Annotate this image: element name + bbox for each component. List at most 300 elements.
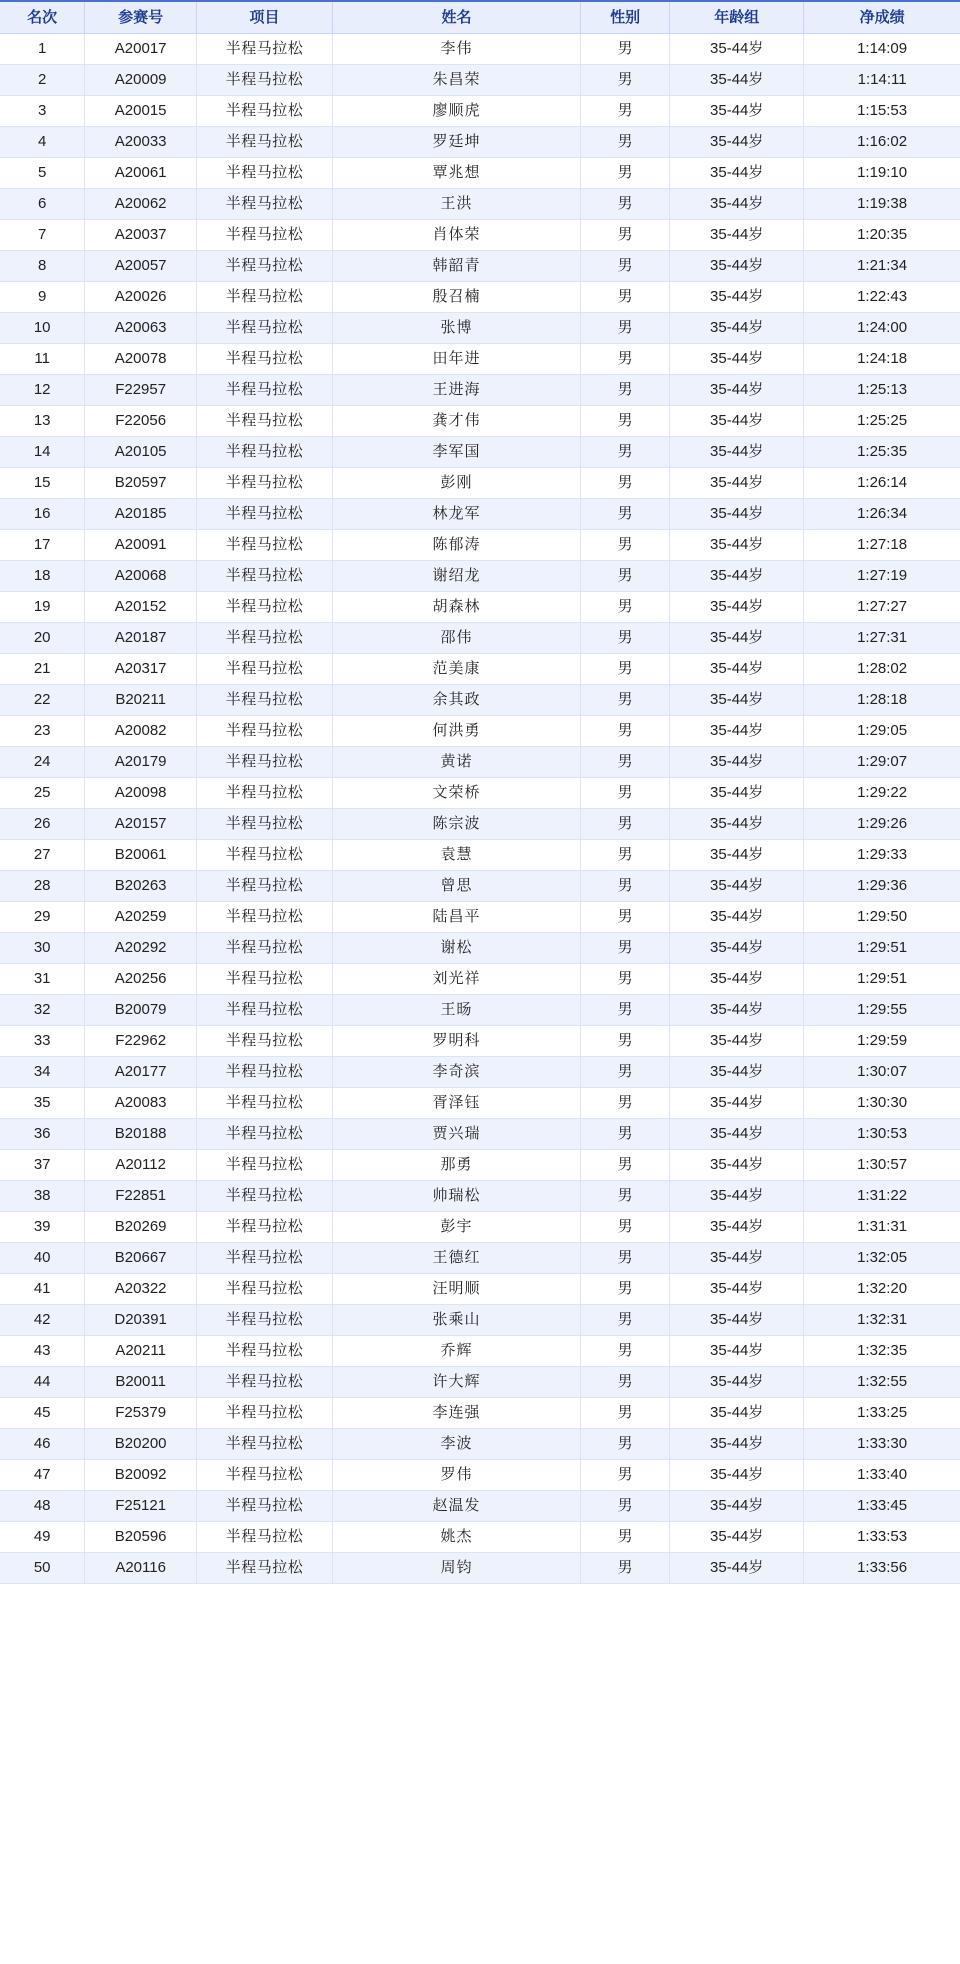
cell-bib: A20105 (85, 437, 197, 468)
cell-bib: B20211 (85, 685, 197, 716)
table-row[interactable] (0, 995, 960, 1026)
cell-time: 1:29:22 (804, 778, 960, 809)
table-row[interactable] (0, 1243, 960, 1274)
cell-time: 1:25:13 (804, 375, 960, 406)
cell-gender: 男 (580, 34, 669, 65)
cell-rank: 44 (0, 1367, 85, 1398)
cell-bib: B20079 (85, 995, 197, 1026)
cell-age: 35-44岁 (670, 1181, 804, 1212)
table-row[interactable] (0, 530, 960, 561)
cell-rank: 49 (0, 1522, 85, 1553)
cell-rank: 41 (0, 1274, 85, 1305)
cell-rank: 29 (0, 902, 85, 933)
cell-time: 1:32:05 (804, 1243, 960, 1274)
cell-rank: 34 (0, 1057, 85, 1088)
cell-age: 35-44岁 (670, 1429, 804, 1460)
cell-rank: 18 (0, 561, 85, 592)
cell-bib: A20015 (85, 96, 197, 127)
cell-name: 周钧 (333, 1553, 581, 1584)
table-row[interactable] (0, 809, 960, 840)
table-row[interactable] (0, 1367, 960, 1398)
table-row[interactable] (0, 468, 960, 499)
cell-age: 35-44岁 (670, 716, 804, 747)
cell-event: 半程马拉松 (196, 1398, 332, 1429)
cell-age: 35-44岁 (670, 65, 804, 96)
cell-rank: 38 (0, 1181, 85, 1212)
cell-time: 1:27:27 (804, 592, 960, 623)
cell-bib: A20211 (85, 1336, 197, 1367)
cell-event: 半程马拉松 (196, 1336, 332, 1367)
cell-bib: A20116 (85, 1553, 197, 1584)
cell-rank: 21 (0, 654, 85, 685)
table-row[interactable] (0, 220, 960, 251)
cell-name: 廖顺虎 (333, 96, 581, 127)
cell-name: 殷召楠 (333, 282, 581, 313)
table-row[interactable] (0, 1553, 960, 1584)
cell-bib: A20091 (85, 530, 197, 561)
cell-rank: 39 (0, 1212, 85, 1243)
cell-age: 35-44岁 (670, 902, 804, 933)
cell-gender: 男 (580, 1553, 669, 1584)
cell-gender: 男 (580, 1336, 669, 1367)
table-row[interactable] (0, 1181, 960, 1212)
table-row[interactable] (0, 1088, 960, 1119)
cell-time: 1:30:53 (804, 1119, 960, 1150)
table-row[interactable] (0, 282, 960, 313)
cell-event: 半程马拉松 (196, 65, 332, 96)
cell-time: 1:32:55 (804, 1367, 960, 1398)
cell-event: 半程马拉松 (196, 313, 332, 344)
cell-event: 半程马拉松 (196, 654, 332, 685)
cell-age: 35-44岁 (670, 1553, 804, 1584)
table-row[interactable] (0, 592, 960, 623)
cell-event: 半程马拉松 (196, 344, 332, 375)
table-row[interactable] (0, 747, 960, 778)
cell-time: 1:20:35 (804, 220, 960, 251)
table-row[interactable] (0, 158, 960, 189)
cell-age: 35-44岁 (670, 530, 804, 561)
table-row[interactable] (0, 313, 960, 344)
cell-rank: 4 (0, 127, 85, 158)
cell-event: 半程马拉松 (196, 189, 332, 220)
column-header-time[interactable]: 净成绩 (804, 1, 960, 34)
cell-rank: 47 (0, 1460, 85, 1491)
cell-bib: A20082 (85, 716, 197, 747)
cell-event: 半程马拉松 (196, 1212, 332, 1243)
cell-time: 1:15:53 (804, 96, 960, 127)
cell-time: 1:29:33 (804, 840, 960, 871)
cell-event: 半程马拉松 (196, 1460, 332, 1491)
cell-gender: 男 (580, 871, 669, 902)
cell-gender: 男 (580, 809, 669, 840)
cell-name: 陆昌平 (333, 902, 581, 933)
cell-rank: 42 (0, 1305, 85, 1336)
cell-event: 半程马拉松 (196, 499, 332, 530)
cell-name: 范美康 (333, 654, 581, 685)
cell-age: 35-44岁 (670, 1367, 804, 1398)
cell-event: 半程马拉松 (196, 1057, 332, 1088)
cell-rank: 8 (0, 251, 85, 282)
cell-age: 35-44岁 (670, 499, 804, 530)
cell-time: 1:33:25 (804, 1398, 960, 1429)
cell-name: 陈郁涛 (333, 530, 581, 561)
cell-gender: 男 (580, 1119, 669, 1150)
cell-age: 35-44岁 (670, 1026, 804, 1057)
cell-name: 那勇 (333, 1150, 581, 1181)
cell-rank: 12 (0, 375, 85, 406)
cell-rank: 27 (0, 840, 85, 871)
cell-time: 1:25:35 (804, 437, 960, 468)
cell-event: 半程马拉松 (196, 995, 332, 1026)
cell-event: 半程马拉松 (196, 1429, 332, 1460)
cell-age: 35-44岁 (670, 1088, 804, 1119)
cell-name: 肖体荣 (333, 220, 581, 251)
cell-name: 曾思 (333, 871, 581, 902)
cell-bib: B20092 (85, 1460, 197, 1491)
column-header-rank[interactable]: 名次 (0, 1, 85, 34)
cell-rank: 19 (0, 592, 85, 623)
table-row[interactable] (0, 375, 960, 406)
cell-name: 文荣桥 (333, 778, 581, 809)
cell-age: 35-44岁 (670, 1057, 804, 1088)
cell-rank: 30 (0, 933, 85, 964)
table-body (0, 34, 960, 1584)
cell-bib: A20063 (85, 313, 197, 344)
cell-time: 1:19:10 (804, 158, 960, 189)
table-row[interactable] (0, 654, 960, 685)
cell-time: 1:30:57 (804, 1150, 960, 1181)
cell-age: 35-44岁 (670, 158, 804, 189)
cell-rank: 9 (0, 282, 85, 313)
cell-age: 35-44岁 (670, 96, 804, 127)
cell-bib: B20200 (85, 1429, 197, 1460)
table-row[interactable] (0, 1212, 960, 1243)
cell-event: 半程马拉松 (196, 1522, 332, 1553)
cell-gender: 男 (580, 654, 669, 685)
cell-age: 35-44岁 (670, 220, 804, 251)
cell-event: 半程马拉松 (196, 1088, 332, 1119)
cell-event: 半程马拉松 (196, 1274, 332, 1305)
cell-event: 半程马拉松 (196, 964, 332, 995)
cell-name: 田年进 (333, 344, 581, 375)
cell-rank: 6 (0, 189, 85, 220)
table-row[interactable] (0, 1398, 960, 1429)
cell-gender: 男 (580, 65, 669, 96)
cell-event: 半程马拉松 (196, 437, 332, 468)
table-row[interactable] (0, 561, 960, 592)
cell-name: 覃兆想 (333, 158, 581, 189)
cell-time: 1:29:51 (804, 964, 960, 995)
cell-rank: 25 (0, 778, 85, 809)
table-row[interactable] (0, 344, 960, 375)
cell-gender: 男 (580, 964, 669, 995)
cell-time: 1:29:51 (804, 933, 960, 964)
cell-bib: A20098 (85, 778, 197, 809)
cell-bib: F25379 (85, 1398, 197, 1429)
cell-name: 彭宇 (333, 1212, 581, 1243)
cell-age: 35-44岁 (670, 1274, 804, 1305)
table-row[interactable] (0, 499, 960, 530)
cell-time: 1:29:55 (804, 995, 960, 1026)
cell-rank: 14 (0, 437, 85, 468)
cell-time: 1:32:31 (804, 1305, 960, 1336)
cell-name: 何洪勇 (333, 716, 581, 747)
table-row[interactable] (0, 65, 960, 96)
cell-time: 1:29:26 (804, 809, 960, 840)
table-row[interactable] (0, 1150, 960, 1181)
table-row[interactable] (0, 933, 960, 964)
cell-gender: 男 (580, 747, 669, 778)
table-row[interactable] (0, 1026, 960, 1057)
cell-name: 黄诺 (333, 747, 581, 778)
cell-name: 王旸 (333, 995, 581, 1026)
cell-age: 35-44岁 (670, 623, 804, 654)
cell-name: 乔辉 (333, 1336, 581, 1367)
cell-gender: 男 (580, 437, 669, 468)
table-row[interactable] (0, 623, 960, 654)
cell-name: 帅瑞松 (333, 1181, 581, 1212)
cell-name: 朱昌荣 (333, 65, 581, 96)
cell-rank: 15 (0, 468, 85, 499)
cell-bib: A20256 (85, 964, 197, 995)
cell-bib: A20068 (85, 561, 197, 592)
cell-event: 半程马拉松 (196, 933, 332, 964)
cell-gender: 男 (580, 251, 669, 282)
cell-rank: 5 (0, 158, 85, 189)
cell-rank: 22 (0, 685, 85, 716)
cell-name: 谢松 (333, 933, 581, 964)
cell-time: 1:30:07 (804, 1057, 960, 1088)
cell-time: 1:33:30 (804, 1429, 960, 1460)
column-header-bib[interactable]: 参赛号 (85, 1, 197, 34)
cell-gender: 男 (580, 220, 669, 251)
cell-name: 龚才伟 (333, 406, 581, 437)
cell-name: 王洪 (333, 189, 581, 220)
table-row[interactable] (0, 716, 960, 747)
cell-rank: 43 (0, 1336, 85, 1367)
cell-rank: 50 (0, 1553, 85, 1584)
cell-age: 35-44岁 (670, 34, 804, 65)
cell-gender: 男 (580, 1088, 669, 1119)
cell-time: 1:25:25 (804, 406, 960, 437)
table-row[interactable] (0, 189, 960, 220)
cell-name: 邵伟 (333, 623, 581, 654)
cell-age: 35-44岁 (670, 375, 804, 406)
cell-time: 1:24:18 (804, 344, 960, 375)
cell-event: 半程马拉松 (196, 1305, 332, 1336)
cell-event: 半程马拉松 (196, 1553, 332, 1584)
cell-name: 李伟 (333, 34, 581, 65)
cell-gender: 男 (580, 1181, 669, 1212)
cell-age: 35-44岁 (670, 437, 804, 468)
cell-bib: A20026 (85, 282, 197, 313)
cell-event: 半程马拉松 (196, 96, 332, 127)
cell-age: 35-44岁 (670, 1243, 804, 1274)
cell-event: 半程马拉松 (196, 158, 332, 189)
cell-time: 1:33:56 (804, 1553, 960, 1584)
cell-bib: A20185 (85, 499, 197, 530)
cell-rank: 36 (0, 1119, 85, 1150)
cell-gender: 男 (580, 499, 669, 530)
cell-rank: 24 (0, 747, 85, 778)
cell-time: 1:28:18 (804, 685, 960, 716)
cell-gender: 男 (580, 561, 669, 592)
cell-bib: A20157 (85, 809, 197, 840)
cell-rank: 37 (0, 1150, 85, 1181)
cell-age: 35-44岁 (670, 995, 804, 1026)
cell-gender: 男 (580, 840, 669, 871)
table-row[interactable] (0, 1057, 960, 1088)
cell-age: 35-44岁 (670, 251, 804, 282)
table-row[interactable] (0, 1491, 960, 1522)
table-row[interactable] (0, 964, 960, 995)
cell-rank: 16 (0, 499, 85, 530)
cell-bib: A20259 (85, 902, 197, 933)
table-row[interactable] (0, 871, 960, 902)
cell-event: 半程马拉松 (196, 561, 332, 592)
cell-name: 胡森林 (333, 592, 581, 623)
cell-time: 1:29:07 (804, 747, 960, 778)
cell-name: 李连强 (333, 1398, 581, 1429)
cell-age: 35-44岁 (670, 1305, 804, 1336)
cell-age: 35-44岁 (670, 282, 804, 313)
cell-name: 李奇滨 (333, 1057, 581, 1088)
cell-name: 胥泽钰 (333, 1088, 581, 1119)
cell-rank: 3 (0, 96, 85, 127)
cell-age: 35-44岁 (670, 1336, 804, 1367)
table-row[interactable] (0, 34, 960, 65)
cell-time: 1:32:20 (804, 1274, 960, 1305)
cell-age: 35-44岁 (670, 964, 804, 995)
cell-gender: 男 (580, 96, 669, 127)
table-row[interactable] (0, 1274, 960, 1305)
cell-bib: A20177 (85, 1057, 197, 1088)
cell-name: 罗明科 (333, 1026, 581, 1057)
cell-age: 35-44岁 (670, 654, 804, 685)
cell-time: 1:31:22 (804, 1181, 960, 1212)
cell-gender: 男 (580, 313, 669, 344)
cell-gender: 男 (580, 406, 669, 437)
cell-bib: A20061 (85, 158, 197, 189)
cell-event: 半程马拉松 (196, 127, 332, 158)
column-header-name[interactable]: 姓名 (333, 1, 581, 34)
cell-bib: A20017 (85, 34, 197, 65)
cell-event: 半程马拉松 (196, 623, 332, 654)
cell-event: 半程马拉松 (196, 1367, 332, 1398)
cell-rank: 2 (0, 65, 85, 96)
cell-name: 王德红 (333, 1243, 581, 1274)
table-row[interactable] (0, 96, 960, 127)
cell-name: 刘光祥 (333, 964, 581, 995)
cell-gender: 男 (580, 1398, 669, 1429)
cell-time: 1:28:02 (804, 654, 960, 685)
cell-rank: 31 (0, 964, 85, 995)
cell-event: 半程马拉松 (196, 406, 332, 437)
cell-rank: 20 (0, 623, 85, 654)
cell-gender: 男 (580, 1305, 669, 1336)
cell-event: 半程马拉松 (196, 375, 332, 406)
cell-bib: A20322 (85, 1274, 197, 1305)
table-row[interactable] (0, 406, 960, 437)
cell-bib: B20188 (85, 1119, 197, 1150)
cell-name: 李军国 (333, 437, 581, 468)
cell-rank: 13 (0, 406, 85, 437)
cell-rank: 10 (0, 313, 85, 344)
cell-bib: A20033 (85, 127, 197, 158)
cell-bib: B20269 (85, 1212, 197, 1243)
cell-age: 35-44岁 (670, 1460, 804, 1491)
cell-name: 李波 (333, 1429, 581, 1460)
cell-bib: A20187 (85, 623, 197, 654)
cell-bib: A20083 (85, 1088, 197, 1119)
column-header-gender[interactable]: 性别 (580, 1, 669, 34)
cell-bib: A20057 (85, 251, 197, 282)
table-row[interactable] (0, 1522, 960, 1553)
cell-rank: 26 (0, 809, 85, 840)
cell-bib: A20179 (85, 747, 197, 778)
cell-bib: A20112 (85, 1150, 197, 1181)
table-row[interactable] (0, 902, 960, 933)
table-row[interactable] (0, 778, 960, 809)
cell-age: 35-44岁 (670, 840, 804, 871)
table-row[interactable] (0, 685, 960, 716)
cell-gender: 男 (580, 623, 669, 654)
cell-age: 35-44岁 (670, 933, 804, 964)
table-row[interactable] (0, 437, 960, 468)
cell-event: 半程马拉松 (196, 34, 332, 65)
cell-age: 35-44岁 (670, 344, 804, 375)
cell-event: 半程马拉松 (196, 1243, 332, 1274)
table-row[interactable] (0, 840, 960, 871)
table-row[interactable] (0, 1305, 960, 1336)
cell-time: 1:21:34 (804, 251, 960, 282)
column-header-age[interactable]: 年龄组 (670, 1, 804, 34)
cell-gender: 男 (580, 468, 669, 499)
cell-bib: A20292 (85, 933, 197, 964)
cell-gender: 男 (580, 1491, 669, 1522)
table-row[interactable] (0, 1429, 960, 1460)
cell-name: 陈宗波 (333, 809, 581, 840)
cell-gender: 男 (580, 1026, 669, 1057)
table-row[interactable] (0, 127, 960, 158)
cell-gender: 男 (580, 933, 669, 964)
cell-time: 1:29:59 (804, 1026, 960, 1057)
table-header-row (0, 1, 960, 34)
cell-gender: 男 (580, 530, 669, 561)
cell-time: 1:26:14 (804, 468, 960, 499)
cell-time: 1:26:34 (804, 499, 960, 530)
cell-age: 35-44岁 (670, 685, 804, 716)
table-row[interactable] (0, 1119, 960, 1150)
cell-bib: F22957 (85, 375, 197, 406)
cell-age: 35-44岁 (670, 1150, 804, 1181)
cell-age: 35-44岁 (670, 1522, 804, 1553)
table-row[interactable] (0, 1460, 960, 1491)
cell-name: 张乘山 (333, 1305, 581, 1336)
table-row[interactable] (0, 1336, 960, 1367)
cell-gender: 男 (580, 1522, 669, 1553)
cell-rank: 1 (0, 34, 85, 65)
cell-gender: 男 (580, 685, 669, 716)
cell-gender: 男 (580, 592, 669, 623)
column-header-event[interactable]: 项目 (196, 1, 332, 34)
cell-rank: 7 (0, 220, 85, 251)
cell-event: 半程马拉松 (196, 809, 332, 840)
cell-time: 1:27:31 (804, 623, 960, 654)
cell-event: 半程马拉松 (196, 251, 332, 282)
cell-bib: F25121 (85, 1491, 197, 1522)
table-row[interactable] (0, 251, 960, 282)
